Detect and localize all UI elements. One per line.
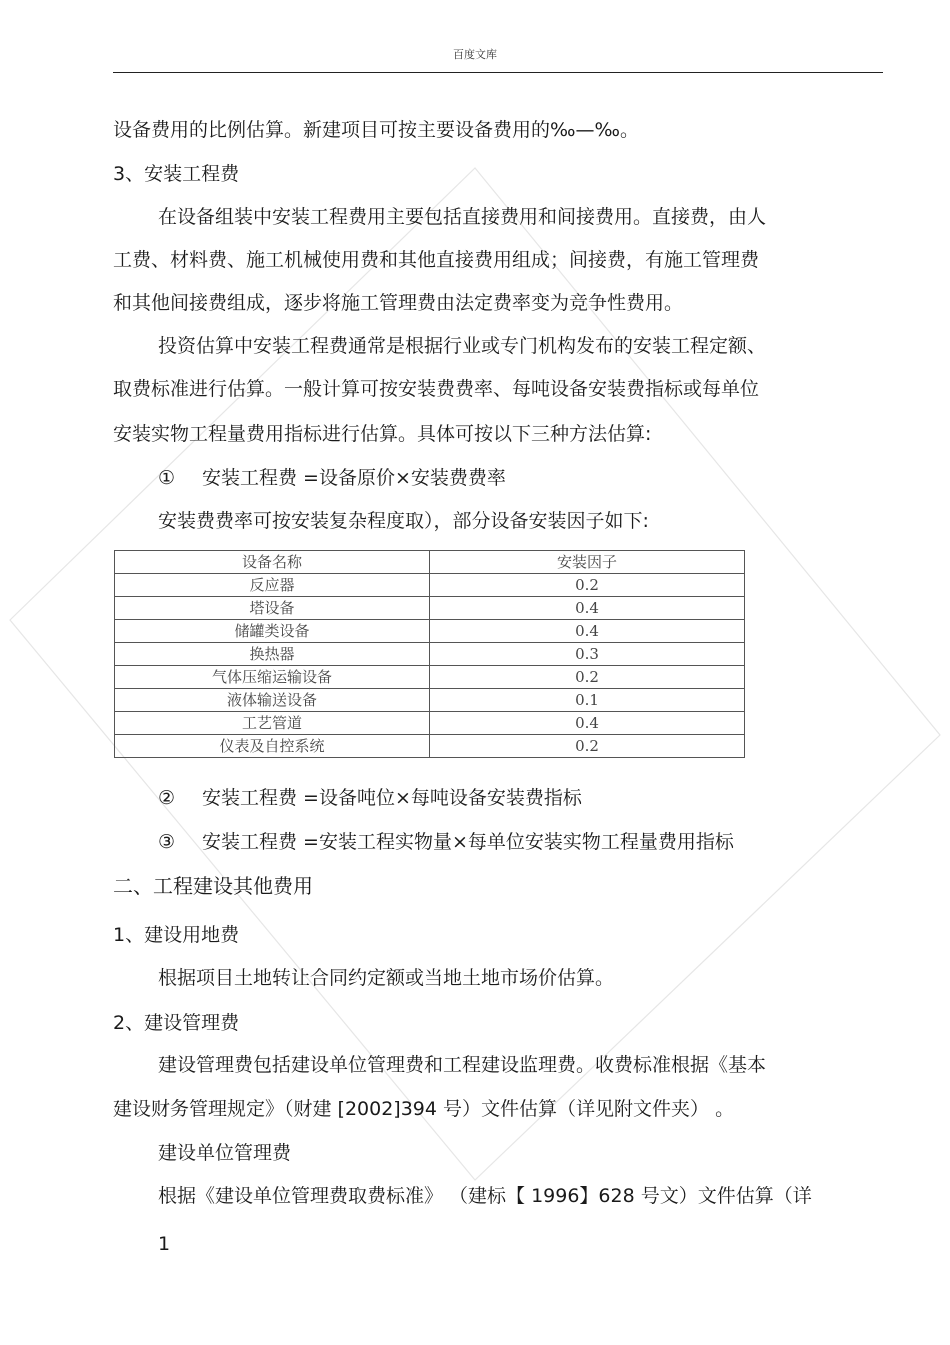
- method-1: [158, 466, 506, 490]
- equipment-name: 储罐类设备: [115, 620, 430, 643]
- paragraph-line: 在设备组装中安装工程费用主要包括直接费用和间接费用。直接费，由人: [158, 206, 767, 228]
- column-header: 设备名称: [115, 551, 430, 574]
- equipment-name: 液体输送设备: [115, 689, 430, 712]
- equipment-name: 气体压缩运输设备: [115, 666, 430, 689]
- paragraph-line: 根据《建设单位管理费取费标准》 （建标【 1996】628 号文）文件估算（详: [158, 1185, 812, 1207]
- table-row: [115, 620, 745, 643]
- table-row: [115, 712, 745, 735]
- table-row: [115, 735, 745, 758]
- paragraph-line: 投资估算中安装工程费通常是根据行业或专门机构发布的安装工程定额、: [158, 335, 767, 357]
- install-factor: 0.3: [430, 643, 745, 666]
- section-heading: 3、安装工程费: [113, 163, 240, 185]
- install-factor: 0.4: [430, 620, 745, 643]
- paragraph-line: 和其他间接费组成，逐步将施工管理费由法定费率变为竞争性费用。: [113, 292, 684, 314]
- paragraph-line: 取费标准进行估算。一般计算可按安装费费率、每吨设备安装费指标或每单位: [113, 378, 760, 400]
- paragraph-line: 安装费费率可按安装复杂程度取），部分设备安装因子如下:: [158, 510, 649, 532]
- install-factor: 0.1: [430, 689, 745, 712]
- method-number: ②: [158, 787, 176, 809]
- install-factor: 0.4: [430, 712, 745, 735]
- method-formula: 安装工程费 =安装工程实物量×每单位安装实物工程量费用指标: [202, 831, 734, 853]
- equipment-name: 反应器: [115, 574, 430, 597]
- paragraph-line: 工费、材料费、施工机械使用费和其他直接费用组成；间接费，有施工管理费: [113, 249, 760, 271]
- subsection-heading: 建设单位管理费: [158, 1142, 292, 1164]
- table-header-row: [115, 551, 745, 574]
- section-heading: 1、建设用地费: [113, 924, 240, 946]
- paragraph-line: 建设财务管理规定》（财建 [2002]394 号）文件估算（详见附文件夹） 。: [113, 1098, 735, 1120]
- equipment-name: 工艺管道: [115, 712, 430, 735]
- section-heading: 2、建设管理费: [113, 1012, 240, 1034]
- install-factor: 0.4: [430, 597, 745, 620]
- install-factor: 0.2: [430, 735, 745, 758]
- header-title: 百度文库: [453, 48, 497, 61]
- table-row: [115, 643, 745, 666]
- equipment-name: 仪表及自控系统: [115, 735, 430, 758]
- method-number: ①: [158, 467, 176, 489]
- header-divider: [113, 72, 883, 73]
- method-3: [158, 830, 734, 854]
- chapter-heading: 二、工程建设其他费用: [113, 874, 313, 898]
- paragraph-line: 设备费用的比例估算。新建项目可按主要设备费用的‰—‰。: [113, 119, 639, 141]
- column-header: 安装因子: [430, 551, 745, 574]
- method-2: [158, 786, 582, 810]
- equipment-name: 塔设备: [115, 597, 430, 620]
- paragraph-line: 安装实物工程量费用指标进行估算。具体可按以下三种方法估算:: [113, 423, 652, 445]
- page-number: 1: [158, 1233, 171, 1255]
- table-row: [115, 597, 745, 620]
- equipment-name: 换热器: [115, 643, 430, 666]
- install-factor: 0.2: [430, 574, 745, 597]
- method-formula: 安装工程费 =设备原价×安装费费率: [202, 467, 506, 489]
- table-row: [115, 689, 745, 712]
- method-formula: 安装工程费 =设备吨位×每吨设备安装费指标: [202, 787, 582, 809]
- paragraph-line: 根据项目土地转让合同约定额或当地土地市场价估算。: [158, 967, 615, 989]
- install-factor: 0.2: [430, 666, 745, 689]
- paragraph-line: 建设管理费包括建设单位管理费和工程建设监理费。收费标准根据《基本: [158, 1054, 767, 1076]
- table-row: [115, 666, 745, 689]
- method-number: ③: [158, 831, 176, 853]
- install-factor-table: [114, 550, 745, 758]
- table-row: [115, 574, 745, 597]
